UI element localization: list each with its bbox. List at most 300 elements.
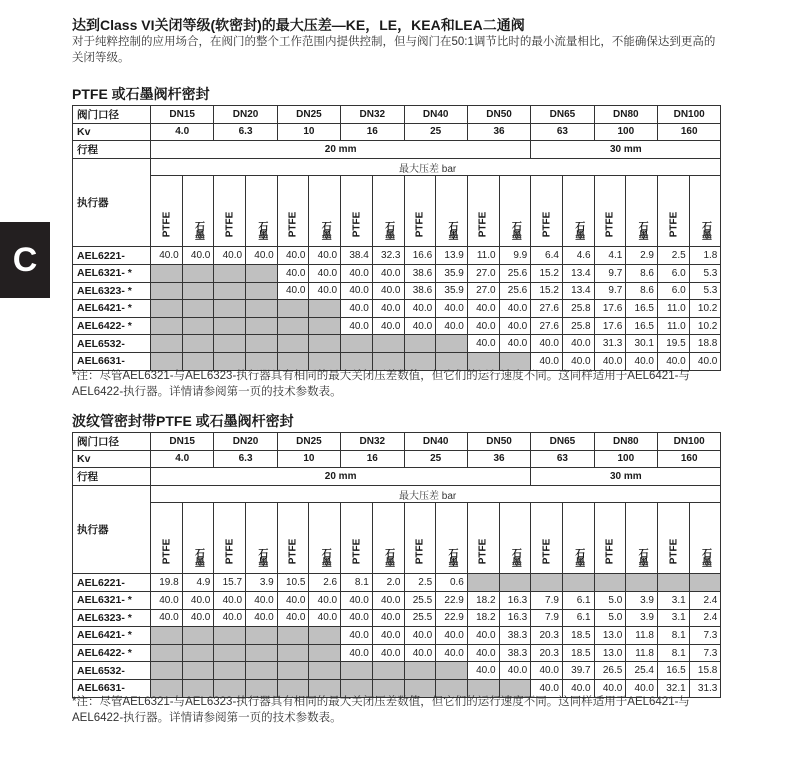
seal-graphite-header: 石墨 (372, 503, 404, 574)
pressure-value: 2.6 (309, 574, 341, 592)
intro-paragraph: 对于纯粹控制的应用场合，在阀门的整个工作范围内提供控制，但与阀门在50:1调节比时的最小流量相比，不能确保达到更高的关闭等级。 (72, 36, 716, 64)
na-cell (151, 662, 183, 680)
pressure-value: 40.0 (404, 627, 436, 645)
pressure-value: 8.1 (341, 574, 373, 592)
table-row (73, 335, 721, 353)
kv-cell: 36 (467, 123, 530, 141)
stroke-label: 行程 (73, 468, 151, 486)
table-row (73, 627, 721, 645)
pressure-value: 25.4 (626, 662, 658, 680)
pressure-value: 40.0 (277, 609, 309, 627)
pressure-value: 17.6 (594, 300, 626, 318)
kv-cell: 6.3 (214, 123, 277, 141)
pressure-value: 40.0 (182, 591, 214, 609)
pressure-value: 4.9 (182, 574, 214, 592)
na-cell (372, 662, 404, 680)
pressure-value: 25.5 (404, 609, 436, 627)
na-cell (467, 574, 499, 592)
pressure-value: 27.6 (531, 300, 563, 318)
kv-row (73, 450, 721, 468)
pressure-value: 17.6 (594, 317, 626, 335)
pressure-value: 7.3 (689, 644, 721, 662)
size-cell: DN15 (151, 106, 214, 124)
actuator-name: AEL6323- * (73, 282, 151, 300)
na-cell (214, 300, 246, 318)
pressure-value: 10.5 (277, 574, 309, 592)
pressure-value: 19.5 (658, 335, 690, 353)
kv-cell: 16 (341, 123, 404, 141)
na-cell (531, 574, 563, 592)
pressure-value: 25.6 (499, 264, 531, 282)
kv-cell: 160 (658, 123, 721, 141)
pressure-value: 40.0 (151, 591, 183, 609)
pressure-value: 40.0 (277, 282, 309, 300)
pressure-value: 11.8 (626, 644, 658, 662)
seal-ptfe-header: PTFE (658, 503, 690, 574)
pressure-value: 5.3 (689, 264, 721, 282)
pressure-value: 40.0 (467, 317, 499, 335)
actuator-name: AEL6221- (73, 574, 151, 592)
na-cell (151, 300, 183, 318)
pressure-value: 32.3 (372, 247, 404, 265)
actuator-label: 执行器 (73, 485, 151, 574)
pressure-value: 35.9 (436, 282, 468, 300)
pressure-value: 40.0 (467, 644, 499, 662)
pressure-value: 40.0 (467, 662, 499, 680)
na-cell (436, 335, 468, 353)
na-cell (151, 644, 183, 662)
pressure-value: 3.1 (658, 609, 690, 627)
pressure-value: 35.9 (436, 264, 468, 282)
pressure-value: 0.6 (436, 574, 468, 592)
na-cell (658, 574, 690, 592)
seal-graphite-header: 石墨 (309, 176, 341, 247)
pressure-value: 6.1 (562, 591, 594, 609)
seal-ptfe-header: PTFE (277, 503, 309, 574)
pressure-value: 40.0 (372, 627, 404, 645)
pressure-value: 11.8 (626, 627, 658, 645)
na-cell (277, 300, 309, 318)
seal-graphite-header: 石墨 (689, 176, 721, 247)
na-cell (182, 300, 214, 318)
pressure-value: 40.0 (341, 264, 373, 282)
seal-ptfe-header: PTFE (404, 176, 436, 247)
actuator-name: AEL6221- (73, 247, 151, 265)
pressure-value: 6.0 (658, 282, 690, 300)
pressure-value: 40.0 (341, 591, 373, 609)
size-cell: DN40 (404, 106, 467, 124)
pressure-value: 27.0 (467, 264, 499, 282)
pressure-value: 40.0 (214, 609, 246, 627)
max-dp-row (73, 485, 721, 503)
pressure-value: 40.0 (341, 282, 373, 300)
pressure-value: 40.0 (372, 300, 404, 318)
pressure-value: 40.0 (372, 591, 404, 609)
pressure-value: 3.9 (246, 574, 278, 592)
na-cell (246, 317, 278, 335)
pressure-value: 26.5 (594, 662, 626, 680)
na-cell (214, 644, 246, 662)
seal-ptfe-header: PTFE (214, 176, 246, 247)
kv-cell: 160 (658, 450, 721, 468)
footnote-stem-seal: *注：尽管AEL6321-与AEL6323-执行器具有相同的最大关闭压差数值，但它们的运行速度不同。这同样适用于AEL6421-与AEL6422-执行器。详情请参阅第一页的技术参数表。 (72, 370, 690, 398)
pressure-value: 3.1 (658, 591, 690, 609)
stroke-label: 行程 (73, 141, 151, 159)
size-cell: DN32 (341, 106, 404, 124)
pressure-value: 18.5 (562, 644, 594, 662)
actuator-name: AEL6532- (73, 662, 151, 680)
na-cell (246, 627, 278, 645)
na-cell (689, 574, 721, 592)
na-cell (404, 335, 436, 353)
pressure-value: 40.0 (531, 679, 563, 697)
max-dp-row (73, 158, 721, 176)
pressure-value: 40.0 (467, 627, 499, 645)
kv-cell: 4.0 (151, 123, 214, 141)
pressure-value: 40.0 (499, 662, 531, 680)
na-cell (151, 282, 183, 300)
actuator-name: AEL6631- (73, 352, 151, 370)
kv-cell: 36 (467, 450, 530, 468)
na-cell (182, 662, 214, 680)
actuator-name: AEL6631- (73, 679, 151, 697)
pressure-value: 40.0 (341, 609, 373, 627)
kv-label: Kv (73, 123, 151, 141)
size-cell: DN65 (531, 433, 594, 451)
pressure-value: 19.8 (151, 574, 183, 592)
pressure-value: 2.4 (689, 591, 721, 609)
kv-label: Kv (73, 450, 151, 468)
pressure-value: 40.0 (246, 247, 278, 265)
actuator-name: AEL6532- (73, 335, 151, 353)
kv-cell: 16 (341, 450, 404, 468)
kv-cell: 100 (594, 450, 657, 468)
seal-ptfe-header: PTFE (404, 503, 436, 574)
pressure-value: 40.0 (182, 609, 214, 627)
seal-graphite-header: 石墨 (626, 176, 658, 247)
pressure-value: 40.0 (372, 644, 404, 662)
size-row (73, 106, 721, 124)
table-row (73, 662, 721, 680)
na-cell (182, 627, 214, 645)
na-cell (246, 662, 278, 680)
pressure-value: 40.0 (436, 644, 468, 662)
na-cell (246, 300, 278, 318)
stroke-cell: 30 mm (531, 468, 721, 486)
na-cell (404, 662, 436, 680)
pressure-value: 40.0 (626, 679, 658, 697)
seal-graphite-header: 石墨 (562, 176, 594, 247)
pressure-value: 25.5 (404, 591, 436, 609)
na-cell (341, 335, 373, 353)
section-title-bellows-seal: 波纹管密封带PTFE 或石墨阀杆密封 (72, 413, 294, 429)
seal-ptfe-header: PTFE (467, 503, 499, 574)
max-dp-label: 最大压差 bar (151, 485, 721, 503)
pressure-value: 16.5 (626, 300, 658, 318)
size-cell: DN50 (467, 433, 530, 451)
stroke-cell: 20 mm (151, 468, 531, 486)
pressure-value: 2.9 (626, 247, 658, 265)
pressure-value: 11.0 (658, 300, 690, 318)
pressure-table-bellows-seal (72, 432, 721, 698)
pressure-table-stem-seal (72, 105, 721, 371)
na-cell (341, 662, 373, 680)
pressure-value: 2.5 (404, 574, 436, 592)
seal-graphite-header: 石墨 (309, 503, 341, 574)
pressure-value: 40.0 (246, 609, 278, 627)
pressure-value: 15.2 (531, 282, 563, 300)
pressure-value: 40.0 (309, 264, 341, 282)
kv-row (73, 123, 721, 141)
pressure-value: 40.0 (531, 352, 563, 370)
pressure-value: 27.0 (467, 282, 499, 300)
na-cell (277, 317, 309, 335)
pressure-value: 40.0 (626, 352, 658, 370)
pressure-value: 2.0 (372, 574, 404, 592)
actuator-label: 执行器 (73, 158, 151, 247)
actuator-name: AEL6321- * (73, 264, 151, 282)
size-cell: DN65 (531, 106, 594, 124)
pressure-value: 25.8 (562, 300, 594, 318)
pressure-value: 5.3 (689, 282, 721, 300)
pressure-value: 7.3 (689, 627, 721, 645)
pressure-value: 40.0 (309, 609, 341, 627)
size-cell: DN25 (277, 433, 340, 451)
size-cell: DN20 (214, 106, 277, 124)
pressure-value: 3.9 (626, 591, 658, 609)
kv-cell: 10 (277, 123, 340, 141)
pressure-value: 40.0 (499, 300, 531, 318)
pressure-value: 27.6 (531, 317, 563, 335)
pressure-value: 4.1 (594, 247, 626, 265)
section-tab-label: C (12, 240, 38, 279)
pressure-value: 40.0 (689, 352, 721, 370)
size-label: 阀门口径 (73, 433, 151, 451)
pressure-value: 40.0 (531, 335, 563, 353)
pressure-value: 31.3 (594, 335, 626, 353)
pressure-value: 9.7 (594, 264, 626, 282)
seal-ptfe-header: PTFE (531, 503, 563, 574)
pressure-value: 40.0 (594, 679, 626, 697)
pressure-value: 11.0 (658, 317, 690, 335)
pressure-value: 20.3 (531, 644, 563, 662)
na-cell (309, 317, 341, 335)
pressure-value: 13.4 (562, 264, 594, 282)
pressure-value: 40.0 (594, 352, 626, 370)
pressure-value: 40.0 (499, 317, 531, 335)
table-row (73, 609, 721, 627)
size-cell: DN100 (658, 433, 721, 451)
na-cell (277, 627, 309, 645)
pressure-value: 13.0 (594, 644, 626, 662)
pressure-value: 40.0 (214, 247, 246, 265)
pressure-value: 9.9 (499, 247, 531, 265)
pressure-value: 16.3 (499, 609, 531, 627)
na-cell (182, 644, 214, 662)
pressure-value: 40.0 (151, 247, 183, 265)
pressure-value: 6.1 (562, 609, 594, 627)
pressure-value: 38.6 (404, 282, 436, 300)
pressure-value: 40.0 (658, 352, 690, 370)
pressure-value: 15.8 (689, 662, 721, 680)
pressure-value: 40.0 (309, 591, 341, 609)
pressure-value: 13.4 (562, 282, 594, 300)
stroke-row (73, 468, 721, 486)
pressure-value: 40.0 (246, 591, 278, 609)
seal-graphite-header: 石墨 (182, 503, 214, 574)
size-cell: DN100 (658, 106, 721, 124)
pressure-value: 40.0 (309, 282, 341, 300)
pressure-value: 5.0 (594, 591, 626, 609)
na-cell (214, 662, 246, 680)
na-cell (182, 335, 214, 353)
pressure-value: 11.0 (467, 247, 499, 265)
size-label: 阀门口径 (73, 106, 151, 124)
pressure-value: 18.8 (689, 335, 721, 353)
na-cell (436, 662, 468, 680)
pressure-value: 3.9 (626, 609, 658, 627)
pressure-value: 8.1 (658, 627, 690, 645)
na-cell (499, 574, 531, 592)
table-row (73, 574, 721, 592)
na-cell (214, 317, 246, 335)
pressure-value: 6.4 (531, 247, 563, 265)
seal-ptfe-header: PTFE (214, 503, 246, 574)
kv-cell: 6.3 (214, 450, 277, 468)
table-row (73, 591, 721, 609)
table-row (73, 317, 721, 335)
pressure-value: 40.0 (277, 591, 309, 609)
actuator-name: AEL6323- * (73, 609, 151, 627)
na-cell (182, 282, 214, 300)
seal-graphite-header: 石墨 (499, 176, 531, 247)
pressure-value: 7.9 (531, 591, 563, 609)
pressure-value: 10.2 (689, 317, 721, 335)
pressure-value: 40.0 (404, 300, 436, 318)
seal-type-row (73, 176, 721, 247)
seal-ptfe-header: PTFE (594, 176, 626, 247)
pressure-value: 40.0 (372, 282, 404, 300)
size-cell: DN25 (277, 106, 340, 124)
table-row (73, 644, 721, 662)
na-cell (214, 627, 246, 645)
pressure-value: 2.5 (658, 247, 690, 265)
size-cell: DN32 (341, 433, 404, 451)
size-cell: DN40 (404, 433, 467, 451)
seal-graphite-header: 石墨 (182, 176, 214, 247)
section-tab-c (0, 222, 50, 298)
pressure-value: 16.5 (626, 317, 658, 335)
pressure-value: 10.2 (689, 300, 721, 318)
size-cell: DN80 (594, 106, 657, 124)
pressure-value: 40.0 (436, 317, 468, 335)
size-cell: DN15 (151, 433, 214, 451)
seal-ptfe-header: PTFE (467, 176, 499, 247)
seal-graphite-header: 石墨 (246, 176, 278, 247)
kv-cell: 10 (277, 450, 340, 468)
table-row (73, 300, 721, 318)
pressure-value: 25.6 (499, 282, 531, 300)
seal-graphite-header: 石墨 (499, 503, 531, 574)
size-row (73, 433, 721, 451)
na-cell (246, 264, 278, 282)
pressure-value: 18.2 (467, 609, 499, 627)
pressure-value: 4.6 (562, 247, 594, 265)
pressure-value: 8.1 (658, 644, 690, 662)
pressure-value: 40.0 (151, 609, 183, 627)
table-row (73, 264, 721, 282)
na-cell (309, 300, 341, 318)
seal-ptfe-header: PTFE (531, 176, 563, 247)
pressure-value: 13.0 (594, 627, 626, 645)
pressure-value: 40.0 (182, 247, 214, 265)
page-title: 达到Class VI关闭等级(软密封)的最大压差—KE，LE，KEA和LEA二通阀 (72, 17, 525, 33)
pressure-value: 40.0 (372, 317, 404, 335)
pressure-value: 40.0 (499, 335, 531, 353)
pressure-value: 13.9 (436, 247, 468, 265)
na-cell (151, 264, 183, 282)
na-cell (626, 574, 658, 592)
kv-cell: 4.0 (151, 450, 214, 468)
na-cell (151, 317, 183, 335)
pressure-value: 39.7 (562, 662, 594, 680)
na-cell (372, 335, 404, 353)
seal-graphite-header: 石墨 (246, 503, 278, 574)
pressure-value: 22.9 (436, 609, 468, 627)
pressure-value: 30.1 (626, 335, 658, 353)
na-cell (277, 644, 309, 662)
na-cell (246, 282, 278, 300)
seal-ptfe-header: PTFE (341, 503, 373, 574)
pressure-value: 5.0 (594, 609, 626, 627)
pressure-value: 38.6 (404, 264, 436, 282)
kv-cell: 25 (404, 123, 467, 141)
na-cell (309, 644, 341, 662)
seal-ptfe-header: PTFE (658, 176, 690, 247)
na-cell (309, 627, 341, 645)
pressure-value: 25.8 (562, 317, 594, 335)
pressure-value: 40.0 (341, 627, 373, 645)
pressure-value: 7.9 (531, 609, 563, 627)
seal-type-row (73, 503, 721, 574)
pressure-value: 40.0 (309, 247, 341, 265)
seal-ptfe-header: PTFE (151, 503, 183, 574)
stroke-cell: 20 mm (151, 141, 531, 159)
pressure-value: 18.5 (562, 627, 594, 645)
pressure-value: 40.0 (404, 317, 436, 335)
pressure-value: 18.2 (467, 591, 499, 609)
na-cell (277, 662, 309, 680)
pressure-value: 40.0 (214, 591, 246, 609)
pressure-value: 40.0 (277, 264, 309, 282)
pressure-value: 6.0 (658, 264, 690, 282)
na-cell (594, 574, 626, 592)
na-cell (309, 335, 341, 353)
kv-cell: 100 (594, 123, 657, 141)
na-cell (182, 317, 214, 335)
pressure-value: 16.5 (658, 662, 690, 680)
stroke-row (73, 141, 721, 159)
pressure-value: 15.7 (214, 574, 246, 592)
pressure-value: 9.7 (594, 282, 626, 300)
pressure-value: 1.8 (689, 247, 721, 265)
pressure-value: 40.0 (436, 627, 468, 645)
size-cell: DN50 (467, 106, 530, 124)
na-cell (309, 662, 341, 680)
kv-cell: 63 (531, 123, 594, 141)
actuator-name: AEL6421- * (73, 627, 151, 645)
seal-graphite-header: 石墨 (626, 503, 658, 574)
